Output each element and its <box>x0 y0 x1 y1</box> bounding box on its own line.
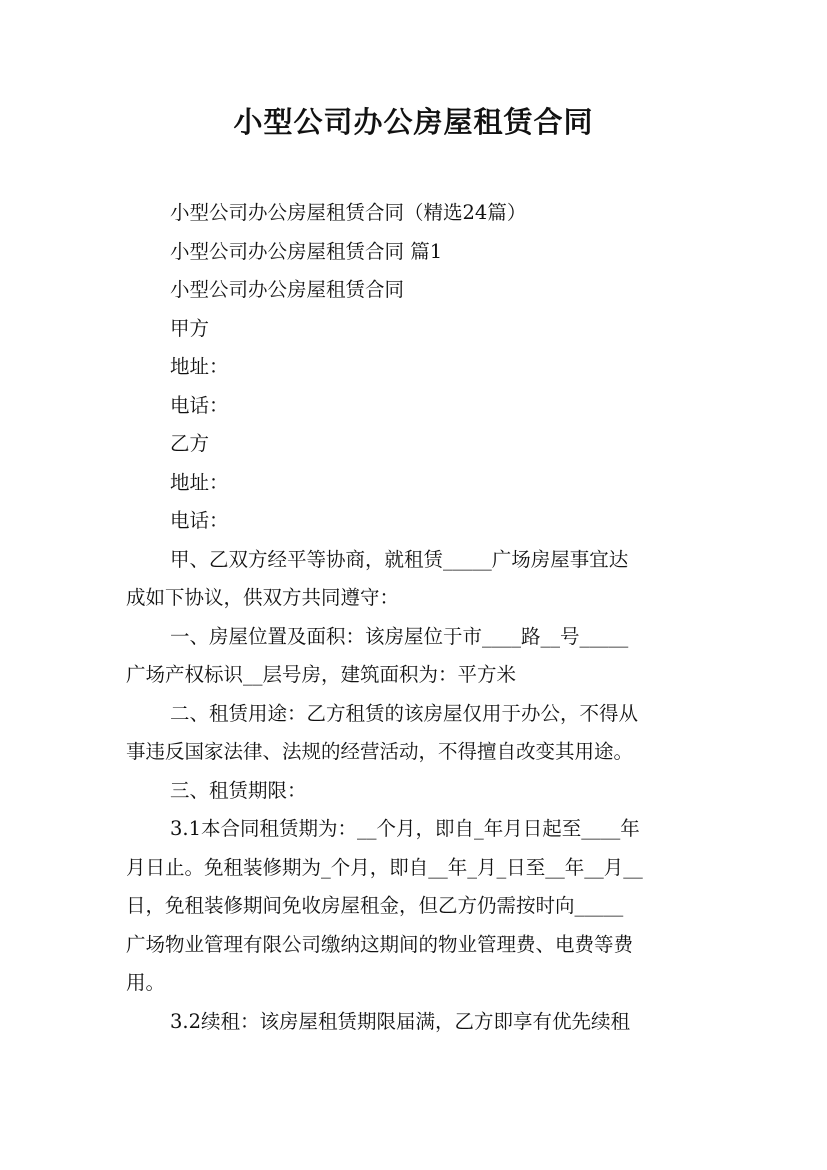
text-line: 广场物业管理有限公司缴纳这期间的物业管理费、电费等费 <box>126 932 634 956</box>
text-line: 地址： <box>170 470 229 494</box>
text-line: 三、租赁期限： <box>170 778 307 802</box>
text-line: 甲方 <box>170 316 210 340</box>
document-title: 小型公司办公房屋租赁合同 <box>233 105 594 139</box>
text-line: 3.2续租：该房屋租赁期限届满，乙方即享有优先续租 <box>170 1009 631 1033</box>
text-line: 成如下协议，供双方共同遵守： <box>126 586 400 609</box>
text-line: 小型公司办公房屋租赁合同 篇1 <box>170 239 443 263</box>
document-body <box>126 194 706 1041</box>
text-line: 日，免租装修期间免收房屋租金，但乙方仍需按时向_____ <box>126 894 624 917</box>
text-line: 电话： <box>170 393 229 417</box>
text-line: 地址： <box>170 355 229 378</box>
text-line: 月日止。免租装修期为_个月，即自__年_月_日至__年__月__ <box>126 855 643 879</box>
text-line: 用。 <box>126 971 166 994</box>
text-line: 小型公司办公房屋租赁合同 <box>170 278 405 301</box>
text-line: 小型公司办公房屋租赁合同（精选24篇） <box>170 201 527 224</box>
text-line: 二、租赁用途：乙方租赁的该房屋仅用于办公，不得从 <box>170 701 639 725</box>
text-line: 电话： <box>170 509 229 532</box>
text-line: 3.1本合同租赁期为：__个月，即自_年月日起至____年 <box>170 817 640 840</box>
text-line: 一、房屋位置及面积：该房屋位于市____路__号_____ <box>170 624 629 648</box>
text-line: 甲、乙双方经平等协商，就租赁_____广场房屋事宜达 <box>170 547 629 571</box>
text-line: 事违反国家法律、法规的经营活动，不得擅自改变其用途。 <box>126 740 634 763</box>
text-line: 广场产权标识__层号房，建筑面积为：平方米 <box>126 663 517 686</box>
text-line: 乙方 <box>170 432 210 455</box>
